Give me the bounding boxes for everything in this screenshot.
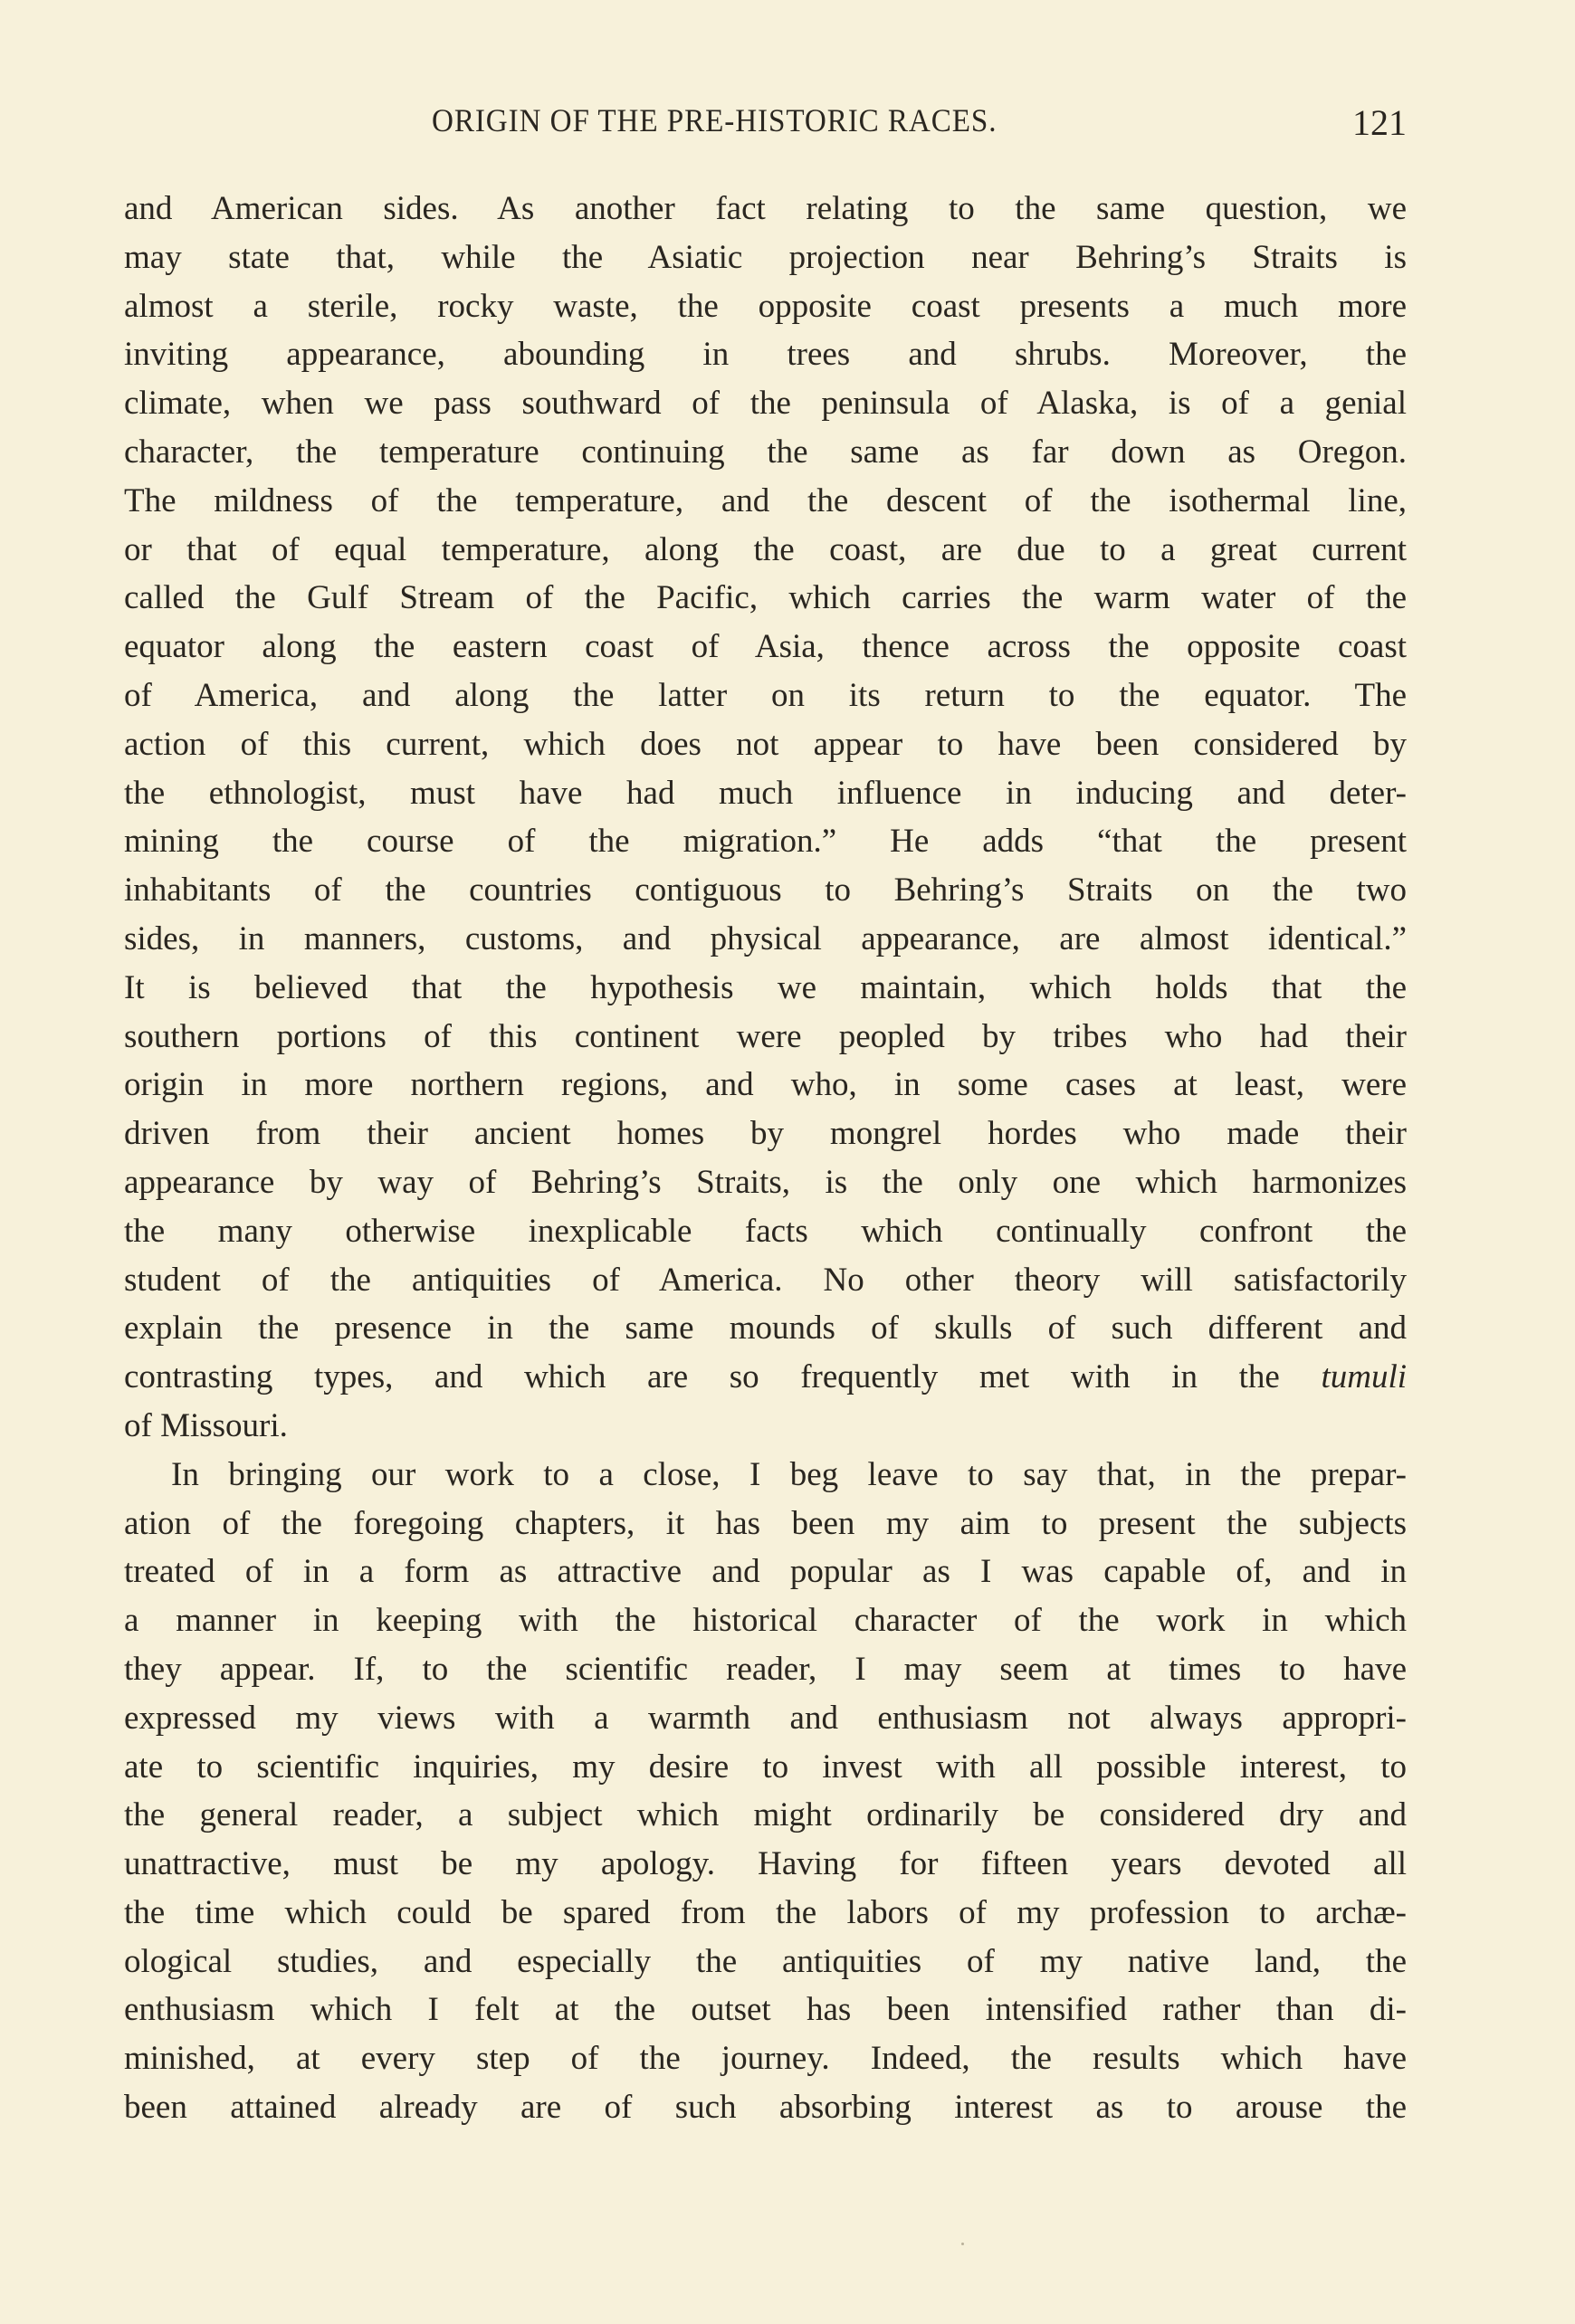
line-text: and American sides. As another fact relating to the same question, we xyxy=(124,190,1407,227)
text-line xyxy=(124,1451,1407,1500)
line-text: equator along the eastern coast of Asia, thence across the opposite coast xyxy=(124,628,1407,666)
text-line xyxy=(124,1353,1407,1402)
line-text: the time which could be spared from the labors of my profession to archæ- xyxy=(124,1893,1407,1931)
text-line xyxy=(124,1596,1407,1645)
text-line xyxy=(124,1304,1407,1353)
text-line xyxy=(124,915,1407,964)
italic-term: tumuli xyxy=(1321,1358,1407,1396)
line-text: ate to scientific inquiries, my desire to invest with all possible interest, to xyxy=(124,1748,1407,1786)
text-line xyxy=(124,1256,1407,1305)
line-text: a manner in keeping with the historical character of the work in which xyxy=(124,1602,1407,1640)
line-text: enthusiasm which I felt at the outset has been intensified rather than di- xyxy=(124,1991,1407,2029)
text-line xyxy=(124,1840,1407,1889)
line-text: driven from their ancient homes by mongrel hordes who made their xyxy=(124,1115,1407,1153)
line-text: may state that, while the Asiatic projection near Behring’s Straits is xyxy=(124,238,1407,276)
line-text: action of this current, which does not appear to have been considered by xyxy=(124,725,1407,763)
line-text: ological studies, and especially the antiquities of my native land, the xyxy=(124,1942,1407,1980)
line-text: In bringing our work to a close, I beg leave to say that, in the prepar- xyxy=(171,1455,1407,1493)
line-text: the ethnologist, must have had much influence in inducing and deter- xyxy=(124,774,1407,812)
scan-speck xyxy=(961,2243,964,2245)
text-line xyxy=(124,866,1407,915)
text-line xyxy=(124,428,1407,477)
line-text: expressed my views with a warmth and enthusiasm not always appropri- xyxy=(124,1699,1407,1737)
line-text: of Missouri. xyxy=(124,1406,288,1444)
text-line xyxy=(124,1061,1407,1110)
text-line xyxy=(124,477,1407,526)
body-text xyxy=(124,185,1407,2132)
line-text: ation of the foregoing chapters, it has been my aim to present the subjects xyxy=(124,1504,1407,1542)
text-line xyxy=(124,1013,1407,1062)
text-line xyxy=(124,720,1407,769)
text-line xyxy=(124,1500,1407,1548)
line-text: The mildness of the temperature, and the descent of the isothermal line, xyxy=(124,481,1407,519)
line-text: called the Gulf Stream of the Pacific, which carries the warm water of the xyxy=(124,579,1407,617)
text-line xyxy=(124,1548,1407,1596)
text-line xyxy=(124,964,1407,1013)
text-line xyxy=(124,1158,1407,1207)
text-line xyxy=(124,2083,1407,2132)
line-text: character, the temperature continuing the same as far down as Oregon. xyxy=(124,433,1407,471)
text-line xyxy=(124,574,1407,623)
line-text: or that of equal temperature, along the coast, are due to a great current xyxy=(124,530,1407,568)
page-header xyxy=(124,101,1407,147)
text-line xyxy=(124,1645,1407,1694)
line-text: the general reader, a subject which might ordinarily be considered dry and xyxy=(124,1796,1407,1834)
text-line xyxy=(124,379,1407,428)
text-line xyxy=(124,1694,1407,1743)
line-text: mining the course of the migration.” He adds “that the present xyxy=(124,823,1407,861)
line-text: almost a sterile, rocky waste, the opposite coast presents a much more xyxy=(124,287,1407,325)
text-line xyxy=(124,769,1407,818)
text-line xyxy=(124,1791,1407,1840)
line-text: they appear. If, to the scientific reader, I may seem at times to have xyxy=(124,1650,1407,1688)
line-text: southern portions of this continent were peopled by tribes who had their xyxy=(124,1017,1407,1055)
line-text: climate, when we pass southward of the peninsula of Alaska, is of a genial xyxy=(124,385,1407,423)
line-text: origin in more northern regions, and who, in some cases at least, were xyxy=(124,1066,1407,1104)
text-line xyxy=(124,1743,1407,1792)
line-text: been attained already are of such absorbing interest as to arouse the xyxy=(124,2089,1407,2127)
text-line xyxy=(124,2034,1407,2083)
text-line xyxy=(124,282,1407,331)
text-line xyxy=(124,671,1407,720)
line-text: explain the presence in the same mounds of skulls of such different and xyxy=(124,1310,1407,1348)
text-line xyxy=(124,1938,1407,1986)
line-text: student of the antiquities of America. No other theory will satisfactorily xyxy=(124,1261,1407,1299)
line-text: minished, at every step of the journey. Indeed, the results which have xyxy=(124,2040,1407,2078)
line-text: the many otherwise inexplicable facts which continually confront the xyxy=(124,1212,1407,1250)
line-text: inhabitants of the countries contiguous to Behring’s Straits on the two xyxy=(124,872,1407,910)
text-line xyxy=(124,526,1407,575)
text-line xyxy=(124,1207,1407,1256)
text-line xyxy=(124,1986,1407,2034)
line-text: treated of in a form as attractive and popular as I was capable of, and in xyxy=(124,1553,1407,1591)
text-line xyxy=(124,1402,1407,1451)
text-line xyxy=(124,233,1407,282)
text-line xyxy=(124,817,1407,866)
page-number: 121 xyxy=(1352,102,1407,143)
running-head: ORIGIN OF THE PRE-HISTORIC RACES. xyxy=(432,102,998,138)
text-line xyxy=(124,330,1407,379)
line-text: contrasting types, and which are so frequently met with in the xyxy=(124,1358,1322,1396)
text-line xyxy=(124,1110,1407,1158)
line-text: It is believed that the hypothesis we maintain, which holds that the xyxy=(124,968,1407,1006)
text-line xyxy=(124,185,1407,233)
line-text: appearance by way of Behring’s Straits, is the only one which harmonizes xyxy=(124,1163,1407,1201)
line-text: of America, and along the latter on its return to the equator. The xyxy=(124,676,1407,714)
line-text: inviting appearance, abounding in trees and shrubs. Moreover, the xyxy=(124,336,1407,374)
text-line xyxy=(124,623,1407,671)
text-line xyxy=(124,1889,1407,1938)
line-text: sides, in manners, customs, and physical appearance, are almost identical.” xyxy=(124,919,1407,957)
line-text: unattractive, must be my apology. Having for fifteen years devoted all xyxy=(124,1845,1407,1883)
